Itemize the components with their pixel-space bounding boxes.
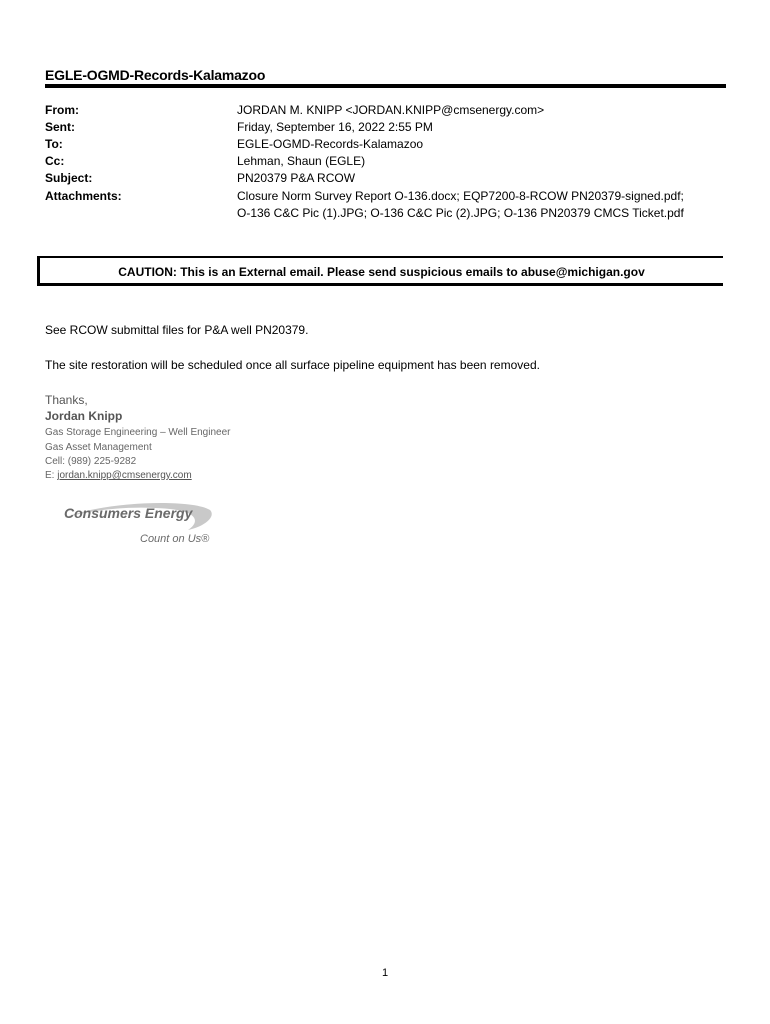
from-value: JORDAN M. KNIPP <JORDAN.KNIPP@cmsenergy.com> [237, 103, 545, 117]
sent-label: Sent: [45, 120, 75, 134]
body-line-2: The site restoration will be scheduled once all surface pipeline equipment has been removed. [45, 358, 540, 372]
attachments-label: Attachments: [45, 189, 122, 203]
to-value: EGLE-OGMD-Records-Kalamazoo [237, 137, 424, 151]
signature-name: Jordan Knipp [45, 409, 123, 423]
consumers-energy-logo [60, 496, 220, 548]
from-label: From: [45, 103, 79, 117]
sent-value: Friday, September 16, 2022 2:55 PM [237, 120, 433, 134]
to-label: To: [45, 137, 63, 151]
caution-text: CAUTION: This is an External email. Please send suspicious emails to abuse@michigan.gov [118, 265, 645, 279]
subject-value: PN20379 P&A RCOW [237, 171, 356, 185]
cc-value: Lehman, Shaun (EGLE) [237, 154, 366, 168]
signature-title: Gas Storage Engineering – Well Engineer [45, 427, 231, 438]
signature-email-row [45, 470, 192, 481]
attachment-list-line-2[interactable]: O-136 C&C Pic (1).JPG; O-136 C&C Pic (2).JPG; O-136 PN20379 CMCS Ticket.pdf [237, 206, 684, 220]
body-line-1: See RCOW submittal files for P&A well PN20379. [45, 323, 309, 337]
signature-email-prefix: E: [45, 470, 58, 481]
signature-cell: Cell: (989) 225-9282 [45, 456, 137, 467]
cc-label: Cc: [45, 154, 65, 168]
attachment-list-line-1[interactable]: Closure Norm Survey Report O-136.docx; EQP7200-8-RCOW PN20379-signed.pdf; [237, 189, 684, 203]
title-divider [45, 84, 726, 88]
signature-department: Gas Asset Management [45, 442, 152, 453]
logo-wordmark: Consumers Energy [64, 505, 193, 521]
signature-thanks: Thanks, [45, 393, 88, 407]
page-number: 1 [381, 967, 389, 979]
signature-email-link[interactable]: jordan.knipp@cmsenergy.com [57, 470, 192, 481]
logo-tagline: Count on Us® [140, 533, 210, 545]
caution-banner [37, 256, 723, 286]
subject-label: Subject: [45, 171, 93, 185]
mailbox-title: EGLE-OGMD-Records-Kalamazoo [45, 67, 266, 83]
